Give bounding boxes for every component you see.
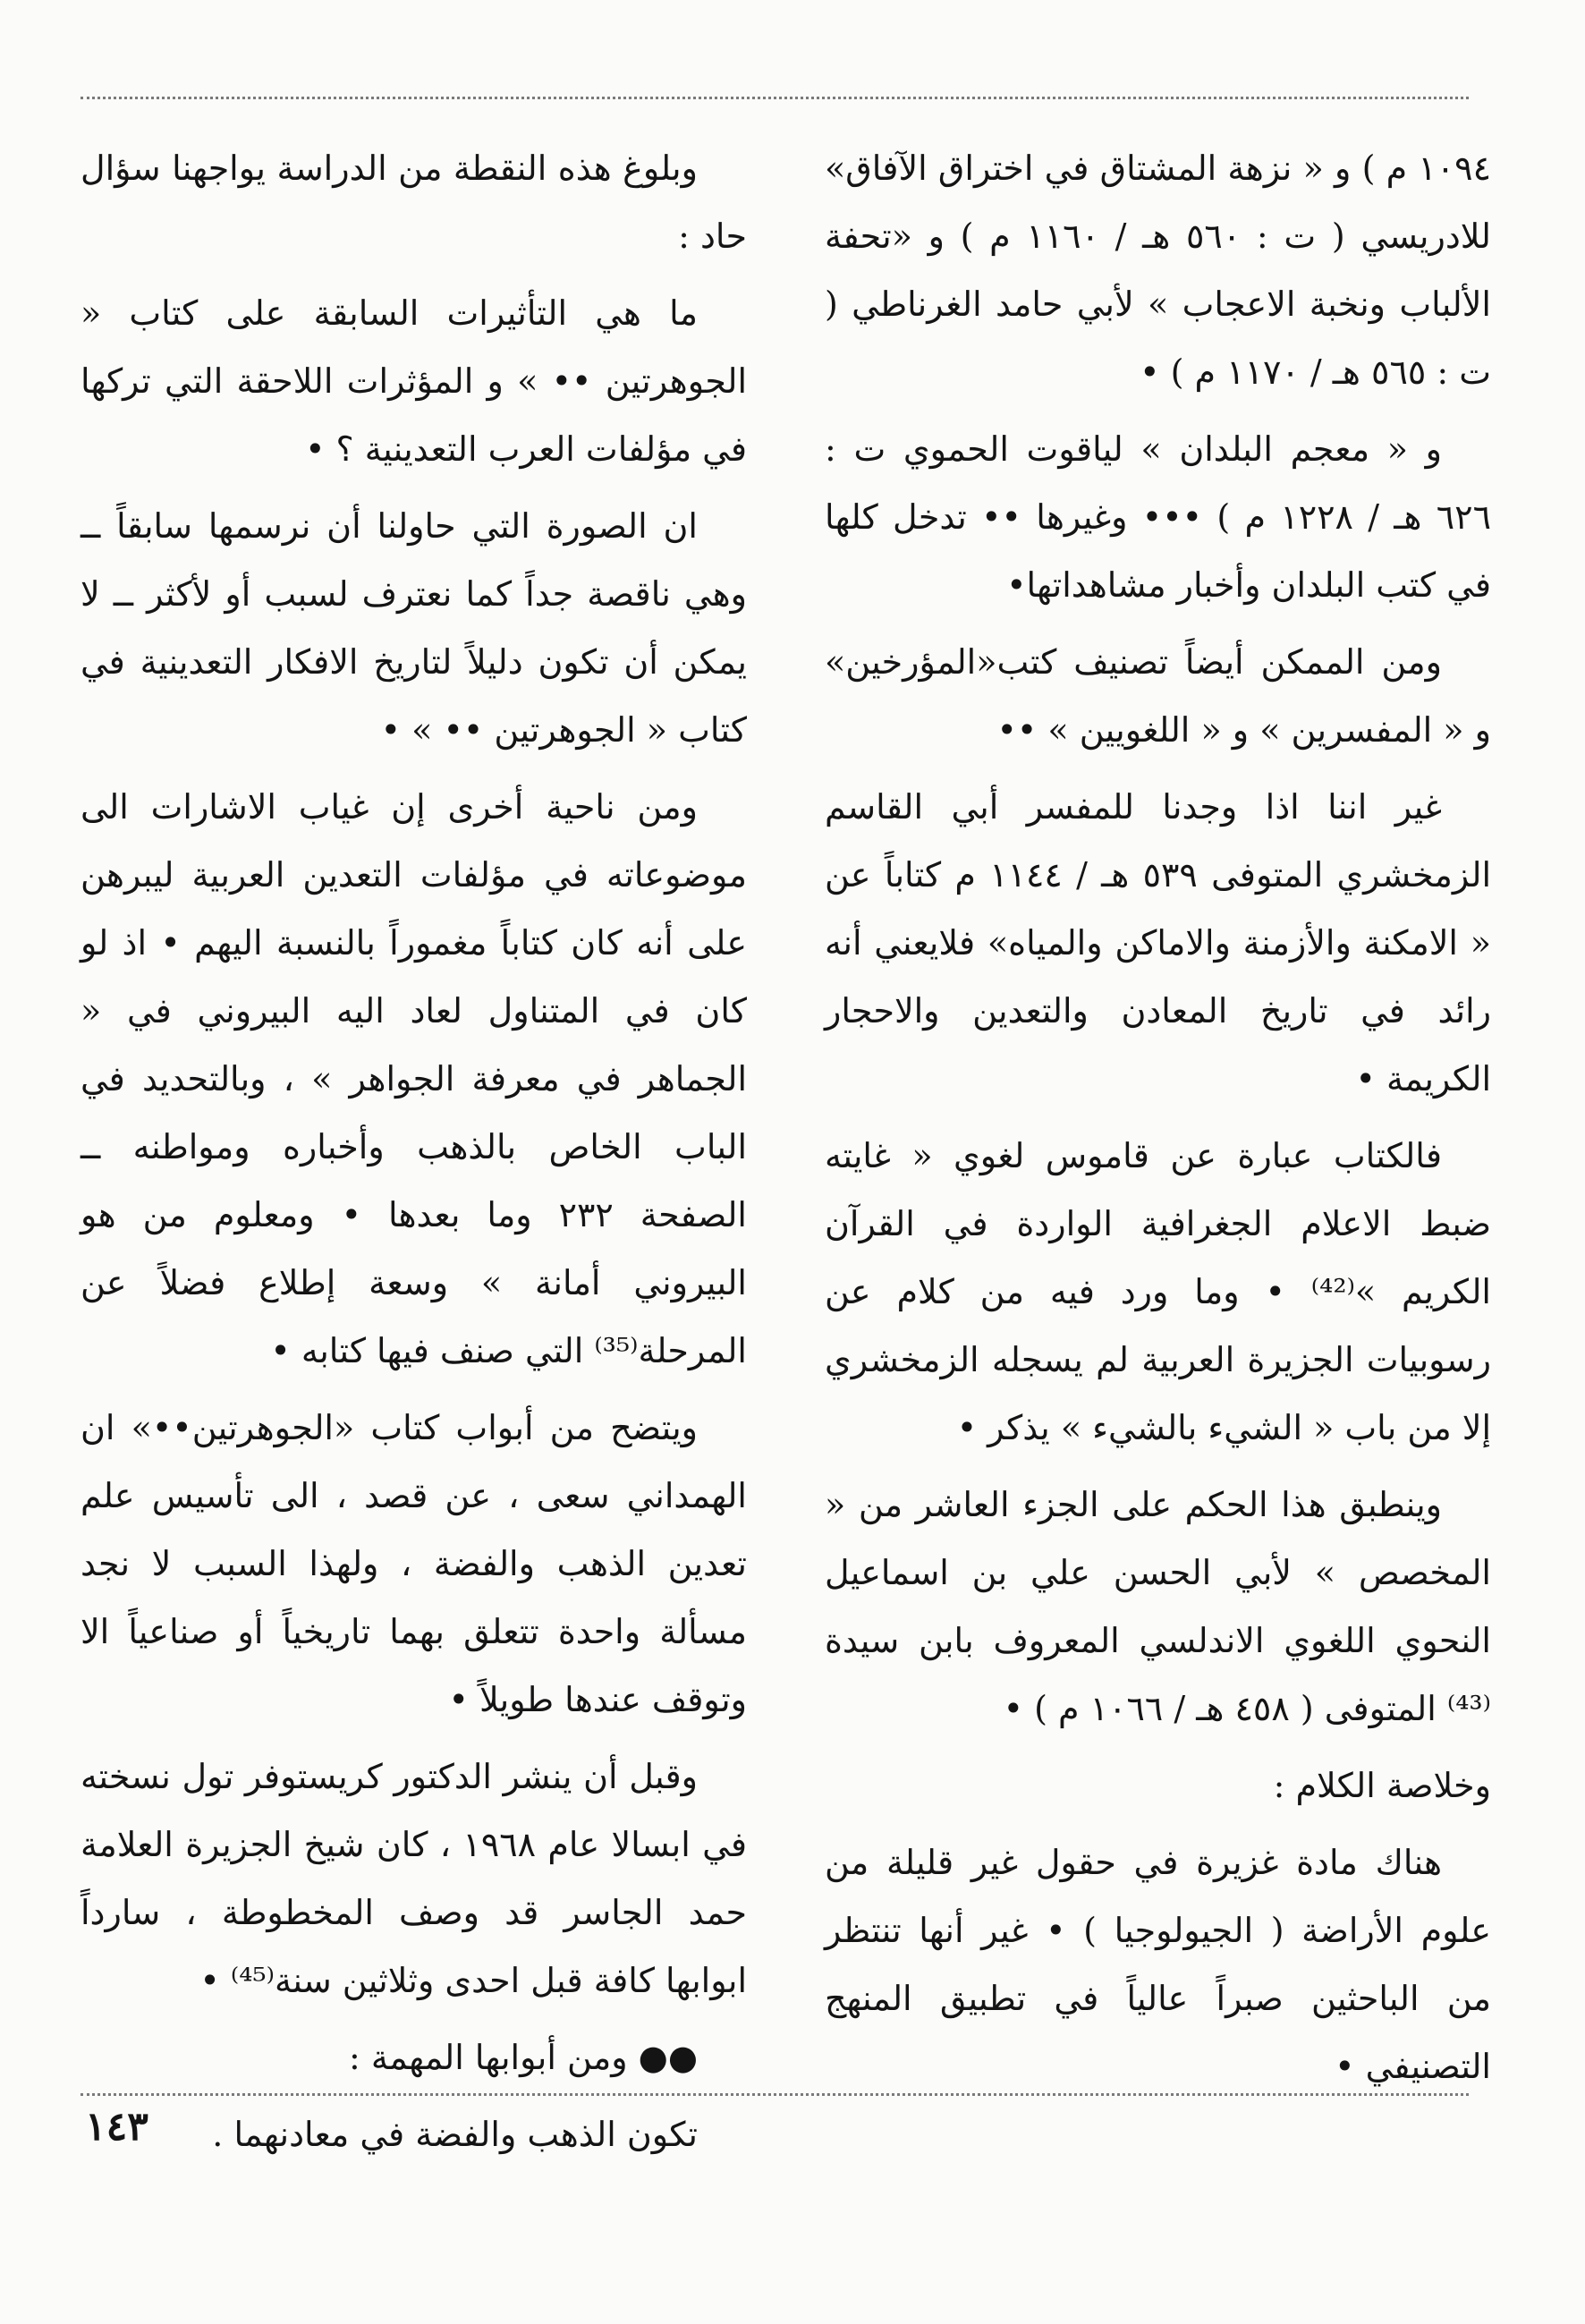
- paragraph: ما هي التأثيرات السابقة على كتاب « الجوهرتين •• » و المؤثرات اللاحقة التي تركها في مؤلفات العرب التعدينية ؟ •: [81, 293, 747, 469]
- paragraph: فالكتاب عبارة عن قاموس لغوي « غايته ضبط الاعلام الجغرافية الواردة في القرآن الكريم »⁽⁴²⁾ • وما ورد فيه من كلام عن رسوبيات الجزيرة العربية لم يسجله الزمخشري إلا من باب « الشيء بالشيء » يذكر •: [825, 1136, 1491, 1447]
- paragraph: ويتضح من أبواب كتاب «الجوهرتين••» ان الهمداني سعى ، عن قصد ، الى تأسيس علم تعدين الذهب والفضة ، ولهذا السبب لا نجد مسألة واحدة تتعلق بهما تاريخياً أو صناعياً الا وتوقف عندها طويلاً •: [81, 1408, 747, 1719]
- paragraph: وقبل أن ينشر الدكتور كريستوفر تول نسخته في ابسالا عام ١٩٦٨ ، كان شيخ الجزيرة العلامة حمد الجاسر قد وصف المخطوطة ، سارداً ابوابها كافة قبل احدى وثلاثين سنة⁽⁴⁵⁾ •: [81, 1757, 748, 2000]
- paragraph: وبلوغ هذه النقطة من الدراسة يواجهنا سؤال حاد :: [81, 148, 747, 256]
- bottom-dotted-rule: [81, 2093, 1469, 2096]
- paragraph: ومن الممكن أيضاً تصنيف كتب«المؤرخين» و « المفسرين » و « اللغويين » ••: [825, 642, 1491, 750]
- paragraph: وينطبق هذا الحكم على الجزء العاشر من « المخصص » لأبي الحسن علي بن اسماعيل النحوي اللغوي الاندلسي المعروف بابن سيدة ⁽⁴³⁾ المتوفى ( ٤٥٨ هـ / ١٠٦٦ م ) •: [825, 1485, 1491, 1728]
- paragraph: غير اننا اذا وجدنا للمفسر أبي القاسم الزمخشري المتوفى ٥٣٩ هـ / ١١٤٤ م كتاباً عن « الامكنة والأزمنة والاماكن والمياه» فلايعني أنه رائد في تاريخ المعادن والتعدين والاحجار الكريمة •: [825, 787, 1492, 1098]
- paragraph: هناك مادة غزيرة في حقول غير قليلة من علوم الأراضة ( الجيولوجيا ) • غير أنها تنتظر من الباحثين صبراً عالياً في تطبيق المنهج التصنيفي •: [825, 1843, 1491, 2086]
- paragraph: وخلاصة الكلام :: [1273, 1766, 1491, 1805]
- right-text-column: [825, 134, 1491, 2109]
- paragraph: تكون الذهب والفضة في معادنهما .: [212, 2115, 698, 2154]
- left-text-column: [81, 134, 747, 2177]
- paragraph: ●● ومن أبوابها المهمة :: [348, 2038, 698, 2077]
- paragraph: ومن ناحية أخرى إن غياب الاشارات الى موضوعاته في مؤلفات التعدين العربية ليبرهن على أنه كان كتاباً مغموراً بالنسبة اليهم • اذ لو كان في المتناول لعاد اليه البيروني في « الجماهر في معرفة الجواهر » ، وبالتحديد في الباب الخاص بالذهب وأخباره ومواطنه ــ الصفحة ٢٣٢ وما بعدها • ومعلوم من هو البيروني أمانة » وسعة إطلاع فضلاً عن المرحلة⁽³⁵⁾ التي صنف فيها كتابه •: [81, 787, 747, 1370]
- paragraph: ان الصورة التي حاولنا أن نرسمها سابقاً ــ وهي ناقصة جداً كما نعترف لسبب أو لأكثر ــ لا يمكن أن تكون دليلاً لتاريخ الافكار التعدينية في كتاب « الجوهرتين •• » •: [81, 506, 747, 750]
- paragraph: و « معجم البلدان » لياقوت الحموي ت : ٦٢٦ هـ / ١٢٢٨ م ) ••• وغيرها •• تدخل كلها في كتب البلدان وأخبار مشاهداتها•: [825, 429, 1491, 605]
- paragraph: ١٠٩٤ م ) و « نزهة المشتاق في اختراق الآفاق» للادريسي ( ت : ٥٦٠ هـ / ١١٦٠ م ) و «تحفة الألباب ونخبة الاعجاب » لأبي حامد الغرناطي ( ت : ٥٦٥ هـ / ١١٧٠ م ) •: [825, 148, 1491, 392]
- page-number: ١٤٣: [85, 2104, 148, 2150]
- top-dotted-rule: [81, 97, 1469, 99]
